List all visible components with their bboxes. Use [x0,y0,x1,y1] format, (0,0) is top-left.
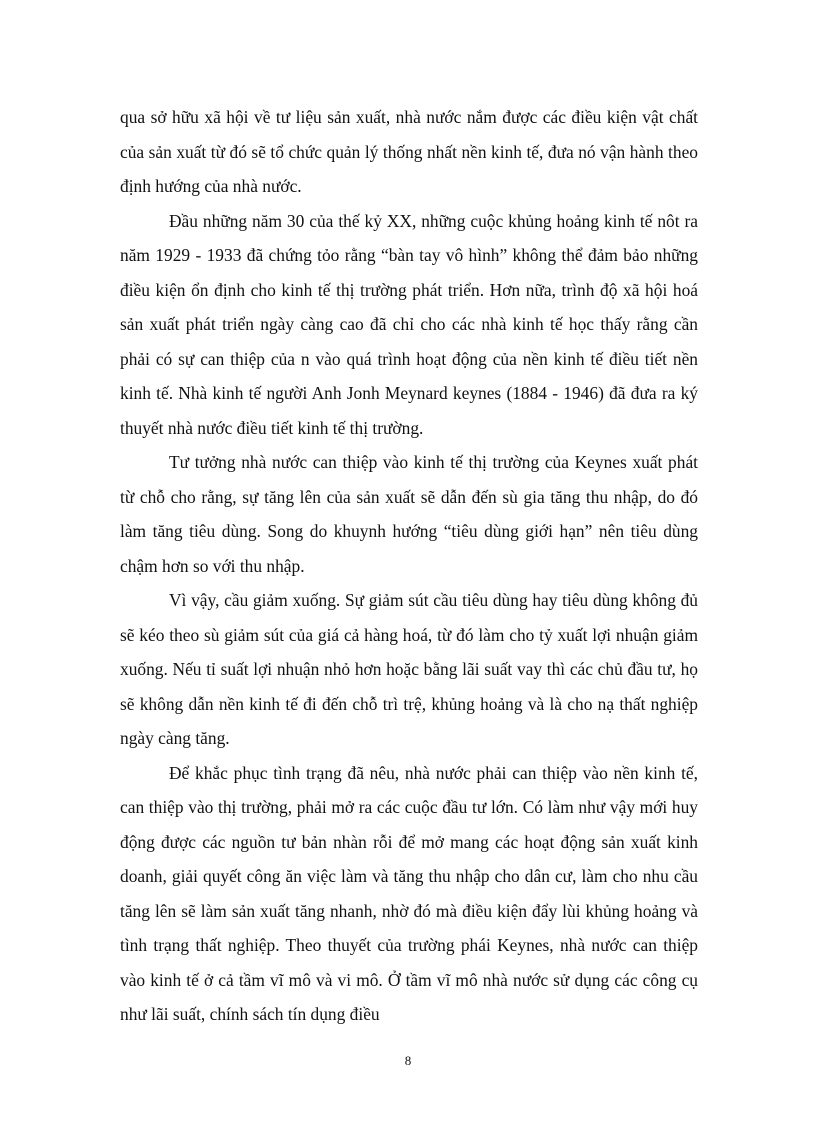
paragraph-4: Vì vậy, cầu giảm xuống. Sự giảm sút cầu tiêu dùng hay tiêu dùng không đủ sẽ kéo theo sù giảm sút của giá cả hàng hoá, từ đó làm cho tỷ xuất lợi nhuận giảm xuống. Nếu tỉ suất lợi nhuận nhỏ hơn hoặc bằng lãi suất vay thì các chủ đầu tư, họ sẽ không dẫn nền kinh tế đi đến chỗ trì trệ, khủng hoảng và là cho nạ thất nghiệp ngày càng tăng. [120,590,698,748]
document-body [120,100,698,1032]
paragraph-3: Tư tưởng nhà nước can thiệp vào kinh tế thị trường của Keynes xuất phát từ chỗ cho rằng, sự tăng lên của sản xuất sẽ dẫn đến sù gia tăng thu nhập, do đó làm tăng tiêu dùng. Song do khuynh hướng “tiêu dùng giới hạn” nên tiêu dùng chậm hơn so với thu nhập. [120,452,698,576]
page-number: 8 [404,1053,412,1068]
paragraph-2: Đầu những năm 30 của thế kỷ XX, những cuộc khủng hoảng kinh tế nôt ra năm 1929 - 1933 đã chứng tỏo rằng “bàn tay vô hình” không thể đảm bảo những điều kiện ổn định cho kinh tế thị trường phát triển. Hơn nữa, trình độ xã hội hoá sản xuất phát triển ngày càng cao đã chỉ cho các nhà kinh tế học thấy rằng cần phải có sự can thiệp của n vào quá trình hoạt động của nền kinh tế điều tiết nền kinh tế. Nhà kinh tế người Anh Jonh Meynard keynes (1884 - 1946) đã đưa ra ký thuyết nhà nước điều tiết kinh tế thị trường. [120,210,698,438]
paragraph-1: qua sở hữu xã hội về tư liệu sản xuất, nhà nước nắm được các điều kiện vật chất của sản xuất từ đó sẽ tổ chức quản lý thống nhất nền kinh tế, đưa nó vận hành theo định hướng của nhà nước. [120,107,698,196]
paragraph-5: Để khắc phục tình trạng đã nêu, nhà nước phải can thiệp vào nền kinh tế, can thiệp vào thị trường, phải mở ra các cuộc đầu tư lớn. Có làm như vậy mới huy động được các nguồn tư bản nhàn rỗi để mở mang các hoạt động sản xuất kinh doanh, giải quyết công ăn việc làm và tăng thu nhập cho dân cư, làm cho nhu cầu tăng lên sẽ làm sản xuất tăng nhanh, nhờ đó mà điều kiện đẩy lùi khủng hoảng và tình trạng thất nghiệp. Theo thuyết của trường phái Keynes, nhà nước can thiệp vào kinh tế ở cả tầm vĩ mô và vi mô. Ở tầm vĩ mô nhà nước sử dụng các công cụ như lãi suất, chính sách tín dụng điều [120,762,698,1024]
